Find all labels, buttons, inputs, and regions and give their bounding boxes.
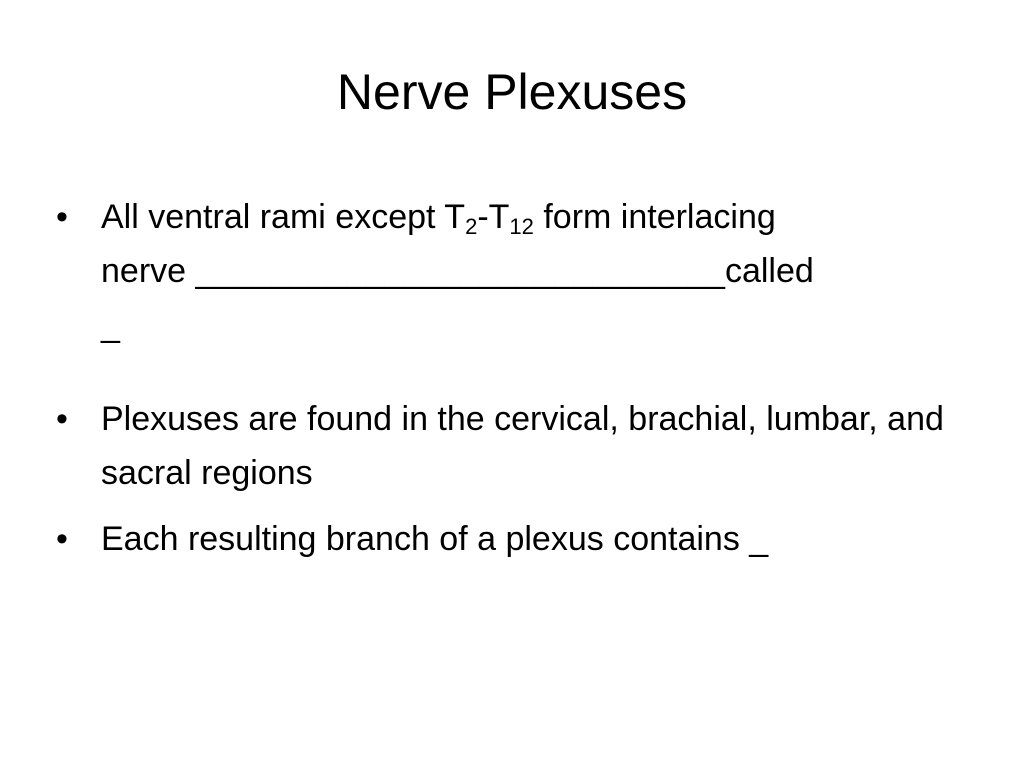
bullet-list bbox=[56, 190, 956, 566]
bullet-text bbox=[101, 190, 956, 352]
text-segment: form interlacing bbox=[533, 198, 776, 236]
slide-title: Nerve Plexuses bbox=[336, 64, 688, 120]
subscript: 2 bbox=[465, 214, 478, 239]
bullet-line-2: nerve ____________________________called bbox=[101, 252, 814, 290]
bullet-line-3: _ bbox=[101, 306, 120, 344]
bullet-text: Plexuses are found in the cervical, brachial, lumbar, and sacral regions bbox=[101, 400, 944, 492]
bullet-icon: • bbox=[56, 400, 68, 438]
bullet-item-plexus-regions bbox=[56, 392, 956, 500]
subscript: 12 bbox=[509, 214, 534, 239]
bullet-line-1 bbox=[101, 198, 776, 239]
bullet-item-branch-contents bbox=[56, 512, 956, 566]
bullet-item-ventral-rami bbox=[56, 190, 956, 352]
text-segment: -T bbox=[477, 198, 510, 236]
text-segment: All ventral rami except T bbox=[101, 198, 466, 236]
bullet-text: Each resulting branch of a plexus contains _ bbox=[101, 520, 769, 558]
bullet-icon: • bbox=[56, 520, 68, 558]
bullet-icon: • bbox=[56, 198, 68, 236]
